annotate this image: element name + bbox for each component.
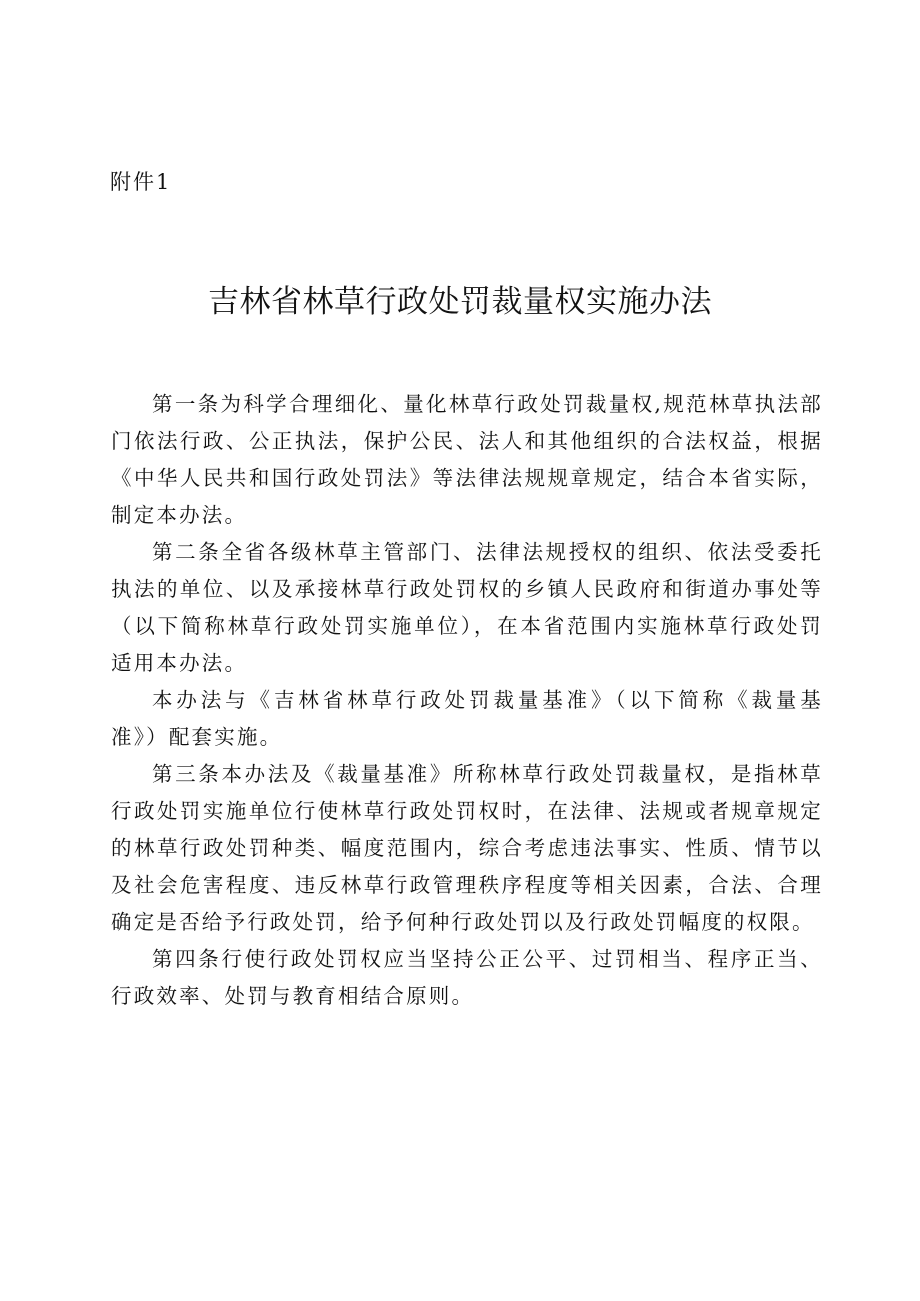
document-title: 吉林省林草行政处罚裁量权实施办法 — [208, 284, 712, 320]
article-4-paragraph: 第四条行使行政处罚权应当坚持公正公平、过罚相当、程序正当、行政效率、处罚与教育相结合原则。 — [111, 947, 823, 1008]
attachment-label: 附件1 — [110, 170, 172, 194]
article-3-paragraph: 第三条本办法及《裁量基准》所称林草行政处罚裁量权，是指林草行政处罚实施单位行使林草行政处罚权时，在法律、法规或者规章规定的林草行政处罚种类、幅度范围内，综合考虑违法事实、性质、情节以及社会危害程度、违反林草行政管理秩序程度等相关因素，合法、合理确定是否给予行政处罚，给予何种行政处罚以及行政处罚幅度的权限。 — [111, 762, 823, 934]
supporting-standard-paragraph: 本办法与《吉林省林草行政处罚裁量基准》（以下简称《裁量基准》）配套实施。 — [111, 688, 823, 749]
document-body — [111, 386, 823, 1015]
article-1-paragraph: 第一条为科学合理细化、量化林草行政处罚裁量权,规范林草执法部门依法行政、公正执法，保护公民、法人和其他组织的合法权益，根据《中华人民共和国行政处罚法》等法律法规规章规定，结合本省实际，制定本办法。 — [111, 392, 823, 527]
article-2-paragraph: 第二条全省各级林草主管部门、法律法规授权的组织、依法受委托执法的单位、以及承接林草行政处罚权的乡镇人民政府和街道办事处等（以下简称林草行政处罚实施单位），在本省范围内实施林草行政处罚适用本办法。 — [111, 540, 823, 675]
